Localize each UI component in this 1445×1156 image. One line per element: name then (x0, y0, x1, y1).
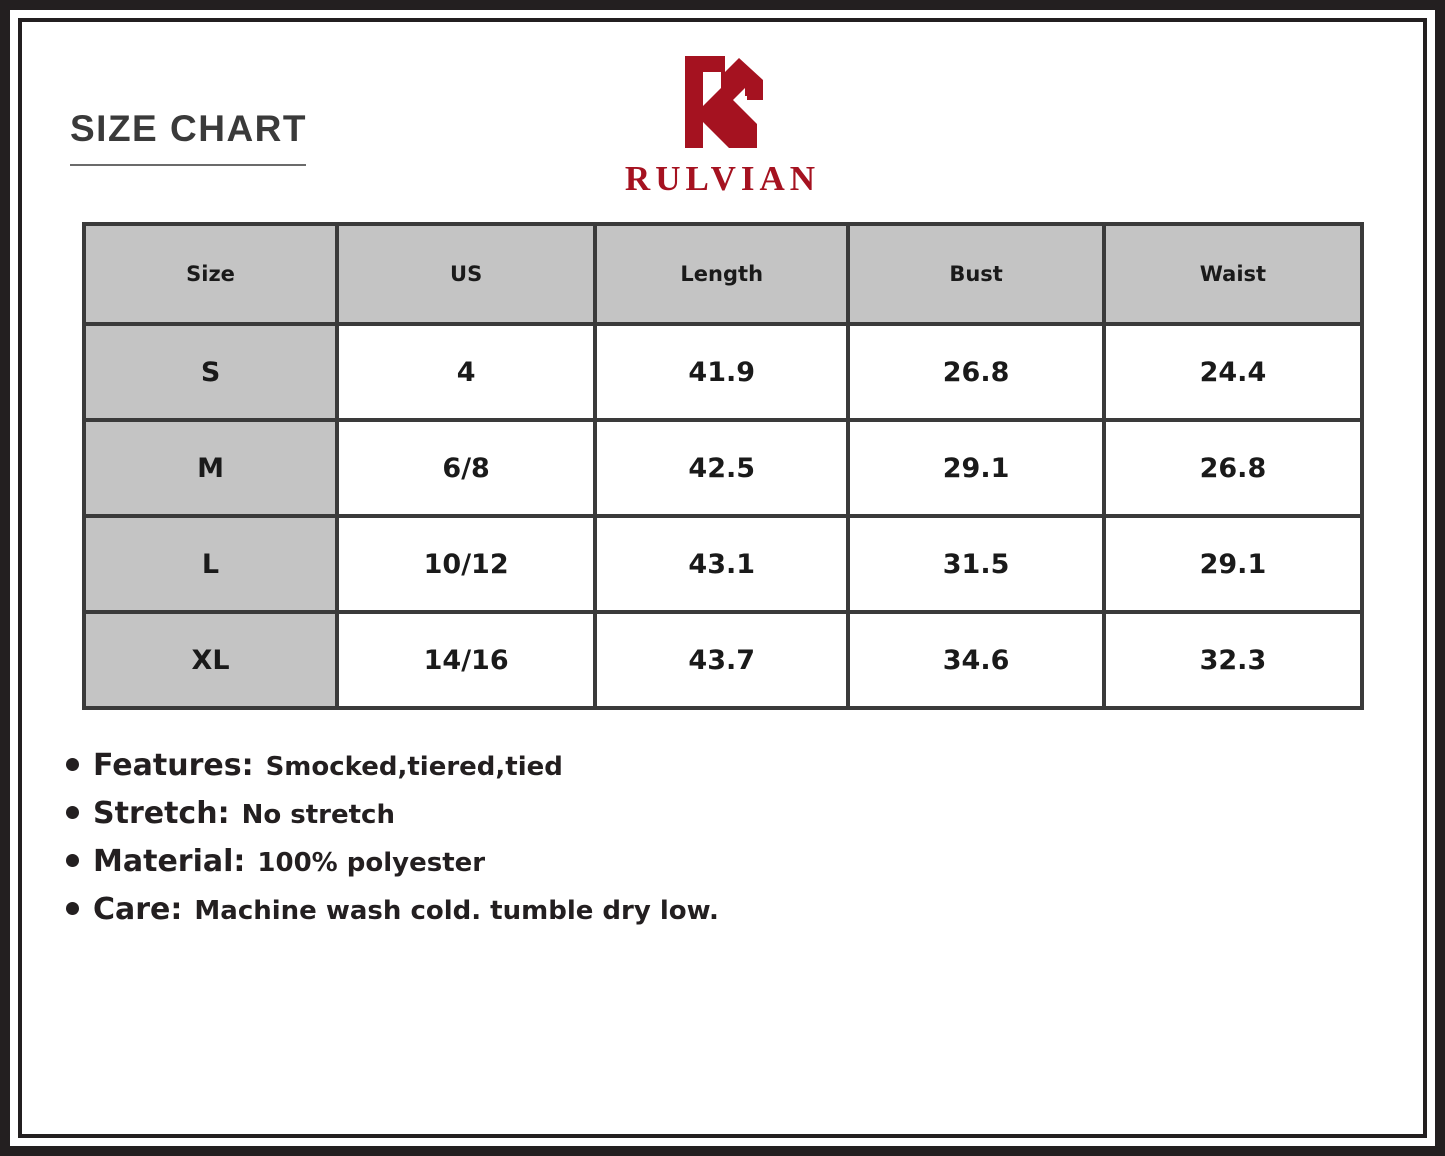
cell-waist: 24.4 (1106, 326, 1360, 418)
cell-us: 4 (339, 326, 593, 418)
column-header-waist: Waist (1106, 226, 1360, 322)
cell-bust: 31.5 (850, 518, 1102, 610)
note-item-material (66, 844, 1266, 879)
cell-length: 41.9 (597, 326, 846, 418)
cell-size: XL (86, 614, 335, 706)
column-header-us: US (339, 226, 593, 322)
note-label: Material: (93, 844, 246, 879)
page-title: SIZE CHART (70, 108, 307, 149)
table-header-row (86, 226, 1360, 322)
cell-waist: 26.8 (1106, 422, 1360, 514)
bullet-icon (66, 758, 79, 771)
table-row (86, 326, 1360, 418)
cell-size: S (86, 326, 335, 418)
size-table-wrapper (82, 222, 1364, 710)
note-item-stretch (66, 796, 1266, 831)
cell-length: 43.1 (597, 518, 846, 610)
cell-waist: 29.1 (1106, 518, 1360, 610)
note-item-features (66, 748, 1266, 783)
note-label: Stretch: (93, 796, 230, 831)
cell-us: 6/8 (339, 422, 593, 514)
cell-waist: 32.3 (1106, 614, 1360, 706)
note-label: Features: (93, 748, 254, 783)
product-notes (66, 748, 1266, 940)
table-row (86, 422, 1360, 514)
column-header-size: Size (86, 226, 335, 322)
cell-us: 10/12 (339, 518, 593, 610)
note-value: 100% polyester (257, 848, 486, 878)
bullet-icon (66, 806, 79, 819)
note-value: Machine wash cold. tumble dry low. (194, 896, 719, 926)
table-row (86, 518, 1360, 610)
rulvian-r-logo-icon (663, 50, 783, 155)
table-row (86, 614, 1360, 706)
column-header-length: Length (597, 226, 846, 322)
brand-block (0, 50, 1445, 199)
cell-bust: 34.6 (850, 614, 1102, 706)
note-item-care (66, 892, 1266, 927)
cell-size: M (86, 422, 335, 514)
column-header-bust: Bust (850, 226, 1102, 322)
note-value: No stretch (241, 800, 395, 830)
note-value: Smocked,tiered,tied (265, 752, 563, 782)
cell-us: 14/16 (339, 614, 593, 706)
cell-bust: 29.1 (850, 422, 1102, 514)
brand-name: RULVIAN (624, 159, 821, 198)
size-table (82, 222, 1364, 710)
bullet-icon (66, 902, 79, 915)
note-label: Care: (93, 892, 183, 927)
cell-length: 43.7 (597, 614, 846, 706)
cell-size: L (86, 518, 335, 610)
bullet-icon (66, 854, 79, 867)
cell-bust: 26.8 (850, 326, 1102, 418)
cell-length: 42.5 (597, 422, 846, 514)
